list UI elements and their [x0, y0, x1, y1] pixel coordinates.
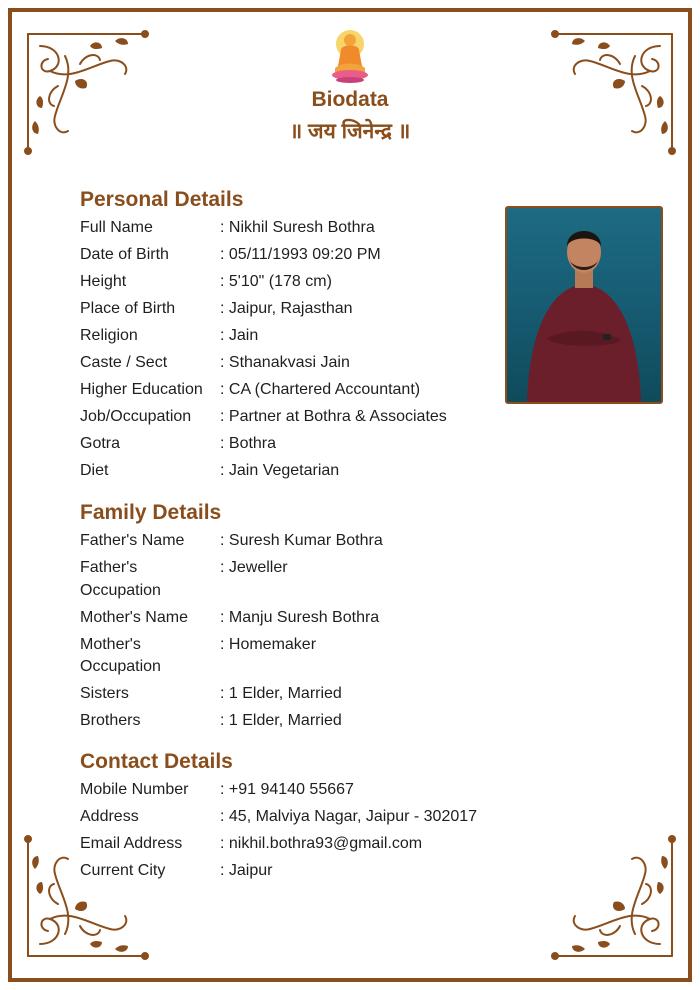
field-label: Caste / Sect	[80, 354, 168, 371]
field-label: Current City	[80, 862, 166, 879]
field-label: Full Name	[80, 219, 153, 236]
field-label: Religion	[80, 327, 138, 344]
field-value: : +91 94140 55667	[220, 779, 354, 802]
field-value: : 1 Elder, Married	[220, 683, 342, 706]
field-value: : Bothra	[220, 433, 276, 456]
field-value: : Sthanakvasi Jain	[220, 352, 350, 375]
field-label: Higher Education	[80, 381, 203, 398]
contact-details-list	[80, 779, 510, 887]
profile-photo	[505, 206, 663, 404]
list-item	[80, 530, 510, 553]
jain-tirthankara-icon	[327, 28, 373, 84]
field-value: : 45, Malviya Nagar, Jaipur - 302017	[220, 806, 477, 829]
field-value: : Suresh Kumar Bothra	[220, 530, 383, 553]
list-item	[80, 217, 510, 240]
field-label: Job/Occupation	[80, 408, 192, 425]
field-value: : Jaipur, Rajasthan	[220, 298, 353, 321]
field-value: : Jeweller	[220, 557, 288, 580]
field-value: : Jain	[220, 325, 258, 348]
field-value: : 05/11/1993 09:20 PM	[220, 244, 381, 267]
field-value: : 1 Elder, Married	[220, 710, 342, 733]
list-item	[80, 806, 510, 829]
field-label: Mother's Name	[80, 608, 188, 626]
list-item	[80, 406, 510, 429]
family-details-heading: Family Details	[80, 501, 222, 524]
list-item	[80, 298, 510, 321]
field-value: : CA (Chartered Accountant)	[220, 379, 420, 402]
field-label: Brothers	[80, 712, 141, 729]
list-item	[80, 460, 510, 483]
field-value: : Nikhil Suresh Bothra	[220, 217, 375, 240]
list-item	[80, 833, 510, 856]
list-item	[80, 683, 510, 706]
person-portrait-icon	[507, 208, 661, 402]
greeting-subtitle: ॥ जय जिनेन्द्र ॥	[289, 120, 411, 143]
floral-corner-ornament-icon	[540, 824, 680, 964]
personal-details-list	[80, 217, 510, 487]
field-value: : 5'10" (178 cm)	[220, 271, 332, 294]
family-details-list	[80, 530, 510, 737]
field-label: Email Address	[80, 835, 183, 852]
field-label: Place of Birth	[80, 300, 176, 317]
field-value: : nikhil.bothra93@gmail.com	[220, 833, 422, 856]
field-label: Father's Name	[80, 532, 185, 549]
field-value: : Jain Vegetarian	[220, 460, 339, 483]
field-label: Sisters	[80, 685, 129, 702]
field-label: Mobile Number	[80, 781, 189, 798]
field-label: Gotra	[80, 435, 121, 452]
list-item	[80, 352, 510, 375]
field-value: : Partner at Bothra & Associates	[220, 406, 447, 429]
list-item	[80, 634, 510, 679]
field-value: : Jaipur	[220, 860, 272, 883]
field-value: : Homemaker	[220, 634, 316, 657]
field-label: Diet	[80, 462, 109, 479]
field-value: : Manju Suresh Bothra	[220, 607, 379, 630]
list-item	[80, 779, 510, 802]
document-title: Biodata	[311, 88, 389, 111]
personal-details-heading: Personal Details	[80, 188, 244, 211]
list-item	[80, 325, 510, 348]
list-item	[80, 379, 510, 402]
field-label: Father's Occupation	[80, 559, 161, 599]
list-item	[80, 271, 510, 294]
list-item	[80, 607, 510, 630]
list-item	[80, 433, 510, 456]
list-item	[80, 860, 510, 883]
field-label: Mother's Occupation	[80, 635, 161, 675]
field-label: Address	[80, 808, 139, 825]
field-label: Height	[80, 273, 127, 290]
list-item	[80, 557, 510, 602]
list-item	[80, 710, 510, 733]
field-label: Date of Birth	[80, 246, 169, 263]
contact-details-heading: Contact Details	[80, 750, 233, 773]
list-item	[80, 244, 510, 267]
